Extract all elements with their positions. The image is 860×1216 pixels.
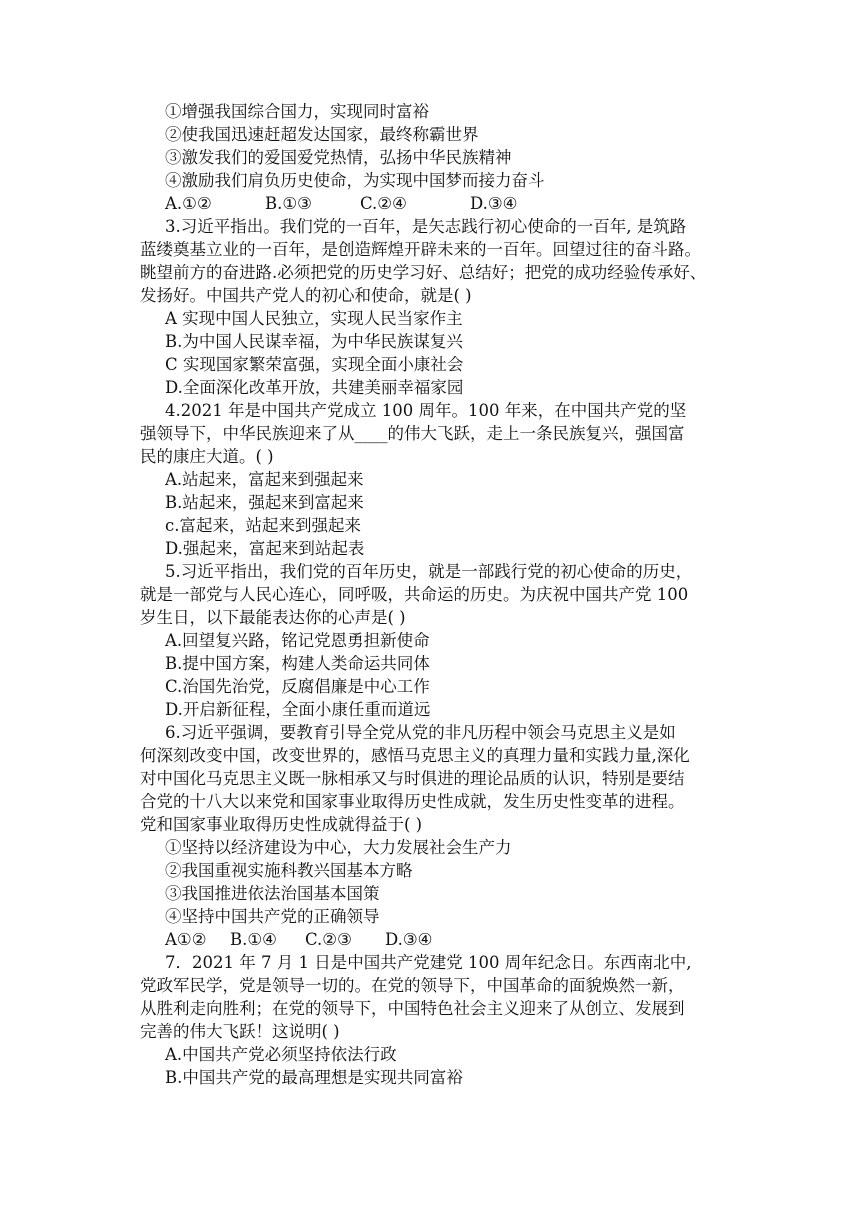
text-line: A.中国共产党必须坚持依法行政	[165, 1045, 397, 1064]
text-line: 3.习近平指出。我们党的一百年，是矢志践行初心使命的一百年, 是筑路	[165, 217, 687, 236]
text-line: A.站起来，富起来到强起来	[165, 470, 364, 489]
text-line: ②使我国迅速赶超发达国家，最终称霸世界	[165, 125, 479, 144]
text-line: ②我国重视实施科教兴国基本方略	[165, 861, 413, 880]
text-line: D.开启新征程，全面小康任重而道远	[165, 700, 431, 719]
text-line: ④坚持中国共产党的正确领导	[165, 907, 380, 926]
text-line: ①增强我国综合国力，实现同时富裕	[165, 102, 429, 121]
text-line: 何深刻改变中国，改变世界的，感悟马克思主义的真理力量和实践力量,深化	[140, 746, 690, 765]
answer-option: D.③④	[470, 194, 518, 213]
text-line: C 实现国家繁荣富强，实现全面小康社会	[165, 355, 464, 374]
text-line: 从胜利走向胜利；在党的领导下，中国特色社会主义迎来了从创立、发展到	[140, 999, 685, 1018]
text-line: 强领导下，中华民族迎来了从____的伟大飞跃，走上一条民族复兴，强国富	[140, 424, 685, 443]
text-line: 7．2021 年 7 月 1 日是中国共产党建党 100 周年纪念日。东西南北中,	[165, 953, 692, 972]
text-line: 岁生日，以下最能表达你的心声是( )	[140, 608, 406, 627]
text-line: 就是一部党与人民心连心，同呼吸，共命运的历史。为庆祝中国共产党 100	[140, 585, 689, 604]
text-line: A 实现中国人民独立，实现人民当家作主	[165, 309, 463, 328]
text-line: B.为中国人民谋幸福，为中华民族谋复兴	[165, 332, 463, 351]
answer-option: B.①③	[265, 194, 312, 213]
answer-option: A①②	[165, 930, 207, 949]
text-line: B.提中国方案，构建人类命运共同体	[165, 654, 430, 673]
text-line: B.站起来，强起来到富起来	[165, 493, 364, 512]
text-line: ①坚持以经济建设为中心，大力发展社会生产力	[165, 838, 512, 857]
answer-option: A.①②	[165, 194, 212, 213]
text-line: C.治国先治党，反腐倡廉是中心工作	[165, 677, 430, 696]
text-line: D.强起来，富起来到站起表	[165, 539, 365, 558]
text-line: ③我国推进依法治国基本国策	[165, 884, 380, 903]
text-line: 合党的十八大以来党和国家事业取得历史性成就，发生历史性变革的进程。	[140, 792, 685, 811]
text-line: 党和国家事业取得历史性成就得益于( )	[140, 815, 423, 834]
text-line: 蓝缕奠基立业的一百年，是创造辉煌开辟未来的一百年。回望过往的奋斗路。	[140, 240, 701, 259]
text-line: 眺望前方的奋进路.必须把党的历史学习好、总结好；把党的成功经验传承好、	[140, 263, 707, 282]
document-page	[140, 100, 740, 1089]
answer-option: C.②③	[305, 930, 352, 949]
text-line: 党政军民学，党是领导一切的。在党的领导下，中国革命的面貌焕然一新，	[140, 976, 685, 995]
text-line: 完善的伟大飞跃！这说明( )	[140, 1022, 340, 1041]
text-line: B.中国共产党的最高理想是实现共同富裕	[165, 1068, 463, 1087]
text-line: 6.习近平强调，要教育引导全党从党的非凡历程中领会马克思主义是如	[165, 723, 676, 742]
text-line: 民的康庄大道。( )	[140, 447, 274, 466]
answer-option: C.②④	[360, 194, 407, 213]
answer-options-row	[140, 192, 740, 215]
text-line: 5.习近平指出，我们党的百年历史，就是一部践行党的初心使命的历史，	[165, 562, 693, 581]
text-line: D.全面深化改革开放，共建美丽幸福家园	[165, 378, 464, 397]
answer-options-row	[140, 928, 740, 951]
answer-option: D.③④	[385, 930, 433, 949]
text-line: ③激发我们的爱国爱党热情，弘扬中华民族精神	[165, 148, 512, 167]
text-line: 发扬好。中国共产党人的初心和使命，就是( )	[140, 286, 472, 305]
text-line: A.回望复兴路，铭记党恩勇担新使命	[165, 631, 430, 650]
text-line: 4.2021 年是中国共产党成立 100 周年。100 年来，在中国共产党的坚	[165, 401, 687, 420]
text-line: ④激励我们肩负历史使命，为实现中国梦而接力奋斗	[165, 171, 545, 190]
text-line: 对中国化马克思主义既一脉相承又与时俱进的理论品质的认识，特别是要结	[140, 769, 685, 788]
answer-option: B.①④	[230, 930, 277, 949]
text-line: c.富起来，站起来到强起来	[165, 516, 361, 535]
